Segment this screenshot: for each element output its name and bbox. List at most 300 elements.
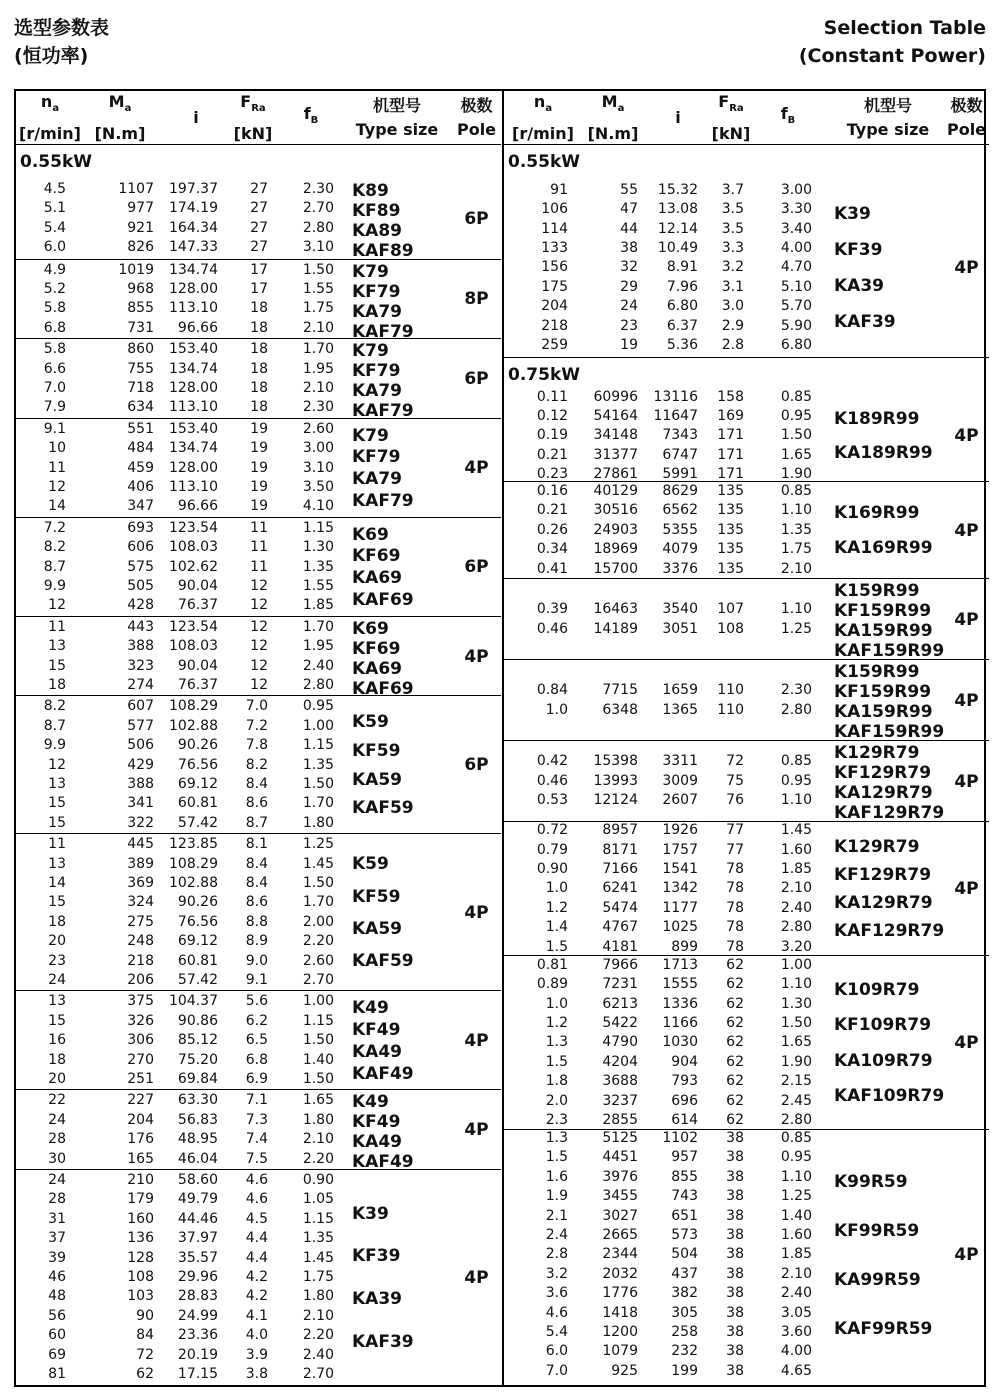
cell-na: 259 [541,336,568,353]
header-ma-subscript: a [124,103,132,115]
cell-fra: 3.5 [721,201,744,218]
cell-na: 2.4 [545,1226,568,1243]
pole-count: 4P [954,258,979,278]
cell-i: 5355 [662,521,698,538]
cell-fra: 8.7 [245,814,268,831]
header-na-subscript: a [545,103,553,115]
cell-i: 90.86 [177,1012,218,1029]
type-size: KA79 [352,381,402,402]
type-size: K79 [352,425,389,446]
cell-ma: 855 [127,300,154,317]
cell-na: 1.0 [545,880,568,897]
pole-count: 4P [464,1120,489,1141]
cell-fra: 11 [250,539,268,556]
header-fra-symbol [718,90,743,121]
cell-ma: 27861 [593,466,638,483]
type-size-list [352,1181,452,1375]
pole-count: 6P [464,368,489,389]
type-size: KA49 [352,1041,402,1062]
cell-na: 12 [48,597,66,614]
cell-i: 57.42 [177,814,218,831]
cell-i: 199 [671,1362,698,1379]
cell-fra: 107 [717,601,744,618]
cell-i: 2607 [662,792,698,809]
cell-ma: 90 [136,1307,154,1324]
cell-fb: 1.80 [302,814,334,831]
header-ma [578,91,648,145]
cell-fra: 3.3 [721,239,744,256]
cell-fra: 2.9 [721,317,744,334]
cell-i: 56.83 [177,1111,218,1128]
cell-i: 743 [671,1188,698,1205]
cell-fra: 38 [726,1323,744,1340]
cell-ma: 306 [127,1032,154,1049]
cell-na: 31 [48,1210,66,1227]
cell-ma: 103 [127,1288,154,1305]
cell-fb: 1.45 [780,822,812,839]
cell-fb: 1.50 [302,261,334,278]
cell-i: 23.36 [177,1327,218,1344]
cell-na: 30 [48,1150,66,1167]
cell-ma: 3688 [602,1073,638,1090]
cell-i: 134.74 [169,261,218,278]
cell-ma: 60996 [593,388,638,405]
type-size-list [834,487,952,574]
cell-ma: 34148 [593,427,638,444]
cell-na: 1.3 [545,1034,568,1051]
cell-ma: 977 [127,200,154,217]
cell-fra: 12 [250,676,268,693]
cell-na: 1.4 [545,919,568,936]
header-fra [228,91,278,145]
type-size: KA79 [352,301,402,322]
header-fra-letter: F [718,92,730,112]
cell-fb: 2.20 [302,1327,334,1344]
cell-i: 793 [671,1073,698,1090]
header-type-cn: 机型号 [863,96,912,115]
cell-i: 1025 [662,919,698,936]
type-size: KAF89 [352,241,414,261]
type-size: KF49 [352,1112,401,1133]
cell-i: 123.85 [169,836,218,853]
cell-fb: 1.35 [780,521,812,538]
cell-ma: 31377 [593,446,638,463]
cell-ma: 347 [127,498,154,515]
cell-fb: 2.20 [302,933,334,950]
cell-ma: 29 [620,278,638,295]
cell-fb: 1.90 [780,1053,812,1070]
cell-ma: 375 [127,993,154,1010]
cell-ma: 389 [127,855,154,872]
cell-i: 123.54 [169,519,218,536]
type-size: KA129R79 [834,783,933,803]
cell-fb: 1.65 [302,1092,334,1109]
cell-na: 3.6 [545,1285,568,1302]
cell-fb: 1.50 [780,1014,812,1031]
cell-na: 6.6 [43,360,66,377]
cell-ma: 160 [127,1210,154,1227]
cell-i: 63.30 [177,1092,218,1109]
type-size: KA69 [352,568,402,589]
cell-i: 90.26 [177,737,218,754]
cell-na: 0.79 [536,841,568,858]
cell-i: 60.81 [177,952,218,969]
model-group [16,259,501,342]
cell-fb: 1.40 [302,1051,334,1068]
pole-count: 4P [954,771,979,792]
cell-na: 8.7 [43,717,66,734]
cell-fb: 2.80 [302,676,334,693]
cell-ma: 179 [127,1191,154,1208]
type-size: KA39 [352,1289,402,1310]
cell-ma: 322 [127,814,154,831]
cell-fb: 1.75 [302,1269,334,1285]
cell-na: 7.2 [43,519,66,536]
cell-na: 13 [48,855,66,872]
cell-i: 128.00 [169,459,218,476]
pole-count: 4P [954,690,979,711]
cell-na: 13 [48,993,66,1010]
pole-count: 4P [464,902,489,923]
cell-fra: 6.9 [245,1070,268,1087]
cell-fb: 1.55 [302,280,334,297]
cell-ma: 3976 [602,1168,638,1185]
cell-fra: 4.2 [245,1269,268,1285]
cell-na: 114 [541,220,568,237]
model-group [504,388,989,483]
cell-fra: 135 [717,483,744,499]
cell-ma: 5422 [602,1014,638,1031]
cell-fra: 7.5 [245,1150,268,1167]
cell-fra: 8.1 [245,836,268,853]
cell-fra: 38 [726,1168,744,1185]
cell-fb: 1.80 [302,1288,334,1305]
cell-na: 0.90 [536,860,568,877]
cell-ma: 5474 [602,899,638,916]
cell-fra: 3.7 [721,181,744,198]
cell-i: 504 [671,1246,698,1263]
type-size: KF159R99 [834,682,932,702]
cell-fra: 135 [717,521,744,538]
cell-fb: 1.10 [780,601,812,618]
type-size: K69 [352,524,389,545]
header-fb-symbol [304,102,319,133]
cell-fb: 0.85 [780,483,812,499]
cell-na: 0.46 [536,620,568,637]
type-size: KAF69 [352,678,414,699]
cell-i: 13.08 [657,201,698,218]
cell-fra: 72 [726,753,744,770]
cell-i: 4079 [662,541,698,558]
cell-i: 573 [671,1226,698,1243]
table-header [504,91,989,145]
type-size: KAF159R99 [834,641,945,661]
model-group [504,821,989,955]
power-rating: 0.55kW [508,152,581,172]
cell-fra: 78 [726,860,744,877]
cell-ma: 4181 [602,938,638,955]
cell-na: 0.26 [536,521,568,538]
cell-na: 11 [48,618,66,635]
cell-na: 0.81 [536,956,568,973]
type-size: KAF49 [352,1152,414,1173]
cell-fb: 1.50 [302,1070,334,1087]
cell-ma: 4790 [602,1034,638,1051]
type-size: K79 [352,261,389,282]
cell-na: 24 [48,1111,66,1128]
cell-na: 46 [48,1269,66,1285]
cell-ma: 165 [127,1150,154,1167]
cell-i: 46.04 [177,1150,218,1167]
cell-fb: 2.30 [302,399,334,416]
header-fb [754,91,822,145]
model-group [16,338,501,422]
cell-i: 437 [671,1265,698,1282]
cell-ma: 251 [127,1070,154,1087]
cell-fra: 5.6 [245,993,268,1010]
header-ma-subscript: a [617,103,625,115]
cell-na: 0.41 [536,560,568,577]
cell-ma: 6241 [602,880,638,897]
header-fb-subscript: B [787,115,796,127]
cell-i: 102.88 [169,717,218,734]
cell-i: 44.46 [177,1210,218,1227]
cell-i: 8629 [662,483,698,499]
cell-ma: 506 [127,737,154,754]
header-fra-unit: [kN] [233,123,273,143]
type-size: KA129R79 [834,893,933,914]
header-ma-unit: [N.m] [587,123,639,143]
cell-fra: 38 [726,1343,744,1360]
cell-na: 8.2 [43,539,66,556]
cell-fb: 1.75 [780,541,812,558]
pole-count: 4P [954,609,979,630]
title-chinese [14,14,109,70]
cell-fra: 18 [250,399,268,416]
cell-i: 113.10 [169,399,218,416]
cell-i: 85.12 [177,1032,218,1049]
cell-na: 0.84 [536,682,568,699]
cell-fra: 62 [726,1053,744,1070]
cell-na: 0.72 [536,822,568,839]
cell-fra: 11 [250,558,268,575]
cell-na: 9.1 [43,420,66,437]
type-size: KAF39 [834,312,896,333]
cell-ma: 8957 [602,822,638,839]
model-group [504,179,989,357]
cell-i: 96.66 [177,498,218,515]
cell-fra: 78 [726,919,744,936]
header-na-symbol [534,90,552,121]
cell-fb: 1.90 [780,466,812,483]
cell-na: 133 [541,239,568,256]
cell-fb: 1.70 [302,795,334,812]
cell-fb: 2.80 [780,701,812,718]
cell-ma: 24 [620,298,638,315]
cell-i: 232 [671,1343,698,1360]
type-size-list [834,743,952,823]
cell-fra: 9.0 [245,952,268,969]
cell-i: 60.81 [177,795,218,812]
cell-ma: 445 [127,836,154,853]
cell-na: 1.8 [545,1073,568,1090]
type-size: KAF109R79 [834,1085,945,1106]
type-size-list [352,261,452,342]
cell-na: 2.8 [545,1246,568,1263]
type-size: KA59 [352,918,402,939]
cell-fra: 8.8 [245,913,268,930]
cell-ma: 204 [127,1111,154,1128]
cell-i: 1713 [662,956,698,973]
type-size: KAF99R59 [834,1318,933,1339]
model-group [16,990,501,1089]
cell-i: 5.36 [666,336,698,353]
cell-i: 153.40 [169,420,218,437]
type-size: KA169R99 [834,538,933,559]
cell-i: 1555 [662,976,698,993]
cell-na: 5.4 [43,219,66,236]
header-fb-letter: f [303,104,311,124]
cell-fb: 3.50 [302,478,334,495]
title-cn-line2: (恒功率) [14,45,89,67]
cell-fb: 1.55 [302,577,334,594]
cell-na: 7.0 [545,1362,568,1379]
type-size: KF109R79 [834,1015,932,1036]
cell-i: 7.96 [666,278,698,295]
cell-na: 0.12 [536,407,568,424]
cell-fb: 1.35 [302,756,334,773]
header-i [648,91,708,145]
cell-na: 12 [48,478,66,495]
cell-na: 9.9 [43,577,66,594]
type-size: KA79 [352,469,402,490]
cell-fb: 1.80 [302,1111,334,1128]
model-group [16,418,501,517]
cell-fra: 8.4 [245,855,268,872]
header-ma-unit: [N.m] [94,123,146,143]
header-fra-letter: F [240,92,252,112]
cell-ma: 1079 [602,1343,638,1360]
cell-na: 1.9 [545,1188,568,1205]
cell-ma: 108 [127,1269,154,1285]
cell-fb: 1.35 [302,1230,334,1247]
header-na-subscript: a [52,103,60,115]
cell-na: 15 [48,814,66,831]
cell-i: 37.97 [177,1230,218,1247]
cell-fb: 3.05 [780,1304,812,1321]
cell-i: 102.88 [169,874,218,891]
header-fb-letter: f [780,104,788,124]
cell-i: 1336 [662,995,698,1012]
table-left-column [16,91,501,1385]
header-pole-cn: 极数 [460,96,493,115]
cell-fra: 62 [726,1014,744,1031]
cell-fb: 2.70 [302,971,334,988]
table-header [16,91,501,145]
cell-fb: 1.30 [302,539,334,556]
cell-fb: 1.45 [302,1249,334,1266]
cell-fb: 2.10 [780,880,812,897]
cell-fra: 7.2 [245,717,268,734]
cell-i: 108.29 [169,855,218,872]
cell-fra: 171 [717,446,744,463]
type-size: KF159R99 [834,601,932,621]
cell-na: 7.0 [43,379,66,396]
cell-fb: 0.95 [780,1149,812,1166]
cell-ma: 459 [127,459,154,476]
cell-fb: 0.85 [780,1129,812,1146]
header-i-letter: i [193,108,199,127]
cell-ma: 1200 [602,1323,638,1340]
cell-na: 13 [48,638,66,655]
cell-i: 134.74 [169,360,218,377]
cell-i: 382 [671,1285,698,1302]
cell-fra: 77 [726,822,744,839]
cell-i: 174.19 [169,200,218,217]
cell-fb: 1.95 [302,360,334,377]
cell-fb: 4.00 [780,1343,812,1360]
cell-na: 2.1 [545,1207,568,1224]
type-size: KA109R79 [834,1050,933,1071]
cell-i: 49.79 [177,1191,218,1208]
type-size: KA49 [352,1132,402,1153]
cell-ma: 248 [127,933,154,950]
cell-ma: 4451 [602,1149,638,1166]
pole-count: 4P [954,1245,979,1265]
cell-na: 4.9 [43,261,66,278]
cell-fra: 9.1 [245,971,268,988]
cell-ma: 4204 [602,1053,638,1070]
cell-fb: 1.00 [302,993,334,1010]
pole-count: 4P [464,1267,489,1288]
cell-i: 6562 [662,502,698,519]
cell-na: 5.1 [43,200,66,217]
cell-fra: 62 [726,976,744,993]
cell-na: 218 [541,317,568,334]
cell-ma: 128 [127,1249,154,1266]
type-size: K59 [352,712,389,733]
cell-na: 0.16 [536,483,568,499]
cell-na: 5.8 [43,300,66,317]
type-size-list [352,842,452,983]
cell-fra: 110 [717,701,744,718]
cell-fb: 6.80 [780,336,812,353]
cell-ma: 84 [136,1327,154,1344]
pole-count: 4P [954,426,979,446]
cell-fb: 1.05 [302,1191,334,1208]
cell-i: 1659 [662,682,698,699]
cell-fra: 75 [726,772,744,789]
header-type-size [824,91,952,145]
cell-ma: 826 [127,239,154,256]
cell-na: 204 [541,298,568,315]
cell-ma: 4767 [602,919,638,936]
cell-i: 69.84 [177,1070,218,1087]
cell-fra: 78 [726,938,744,955]
cell-na: 106 [541,201,568,218]
type-size-list [352,523,452,612]
cell-fb: 1.40 [780,1207,812,1224]
cell-na: 1.6 [545,1168,568,1185]
cell-fb: 1.50 [780,427,812,444]
type-size: KF79 [352,447,401,468]
cell-ma: 176 [127,1131,154,1148]
type-size: K159R99 [834,662,920,682]
cell-fb: 0.90 [302,1172,334,1188]
type-size-list [352,703,452,827]
cell-fb: 2.10 [302,1307,334,1324]
cell-fb: 5.90 [780,317,812,334]
